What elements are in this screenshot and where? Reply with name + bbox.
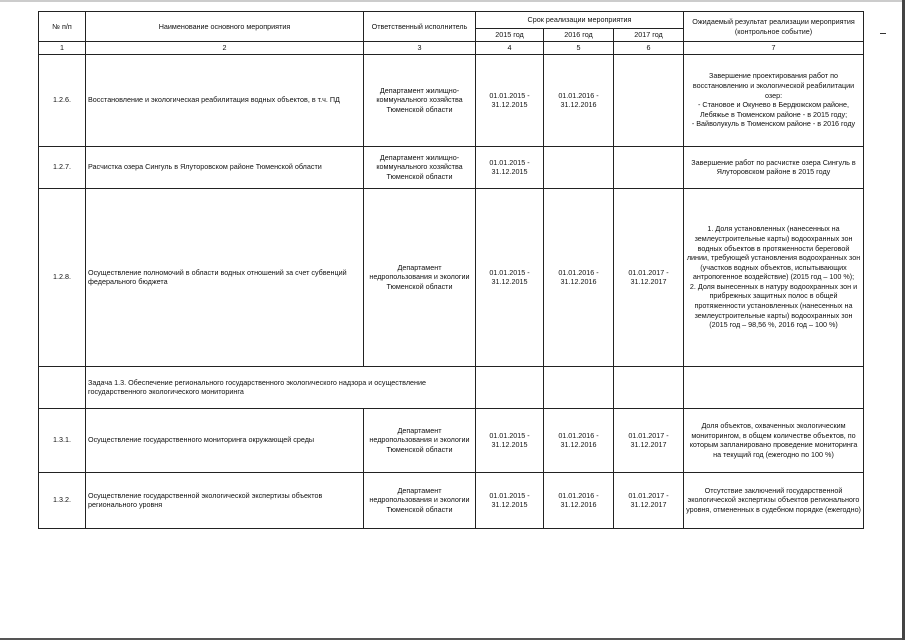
empty-cell <box>684 366 864 408</box>
row-responsible: Департамент недропользования и экологии Тюменской области <box>364 408 476 472</box>
result-line: 2. Доля вынесенных в натуру водоохранных зон и прибрежных защитных полос в общей протяженности установленных (нанесенных на землеустроительные карты) водоохранных зон (2015 год – 98,56 %, 2016 год – 100 %) <box>689 281 858 330</box>
row-num: 1.2.8. <box>39 188 86 366</box>
header-year-2016: 2016 год <box>544 29 614 42</box>
result-line: Завершение проектирования работ по восстановлению и экологической реабилитации озер: <box>692 71 855 100</box>
row-period-2017 <box>614 54 684 146</box>
header-period: Срок реализации мероприятия <box>476 12 684 29</box>
row-result <box>684 188 864 366</box>
row-responsible: Департамент недропользования и экологии Тюменской области <box>364 472 476 528</box>
measures-table <box>38 11 864 529</box>
col-number: 5 <box>544 42 614 55</box>
result-line: Отсутствие заключений государственной экологической экспертизы объектов регионального уровня, отмененных в судебном порядке (ежегодно) <box>686 485 861 514</box>
empty-cell <box>476 366 544 408</box>
row-num: 1.2.6. <box>39 54 86 146</box>
result-line: - Вайволукуль в Тюменском районе - в 2016 году <box>691 119 856 129</box>
table-row <box>39 188 864 366</box>
row-period-2017: 01.01.2017 - 31.12.2017 <box>614 408 684 472</box>
row-name: Расчистка озера Сингуль в Ялуторовском районе Тюменской области <box>86 146 364 188</box>
table-header <box>39 12 864 55</box>
header-year-2015: 2015 год <box>476 29 544 42</box>
result-line: Завершение работ по расчистке озера Сингуль в Ялуторовском районе в 2015 году <box>691 157 856 177</box>
row-period-2015: 01.01.2015 - 31.12.2015 <box>476 472 544 528</box>
empty-cell <box>544 366 614 408</box>
scan-mark <box>880 33 886 34</box>
task-num-cell <box>39 366 86 408</box>
result-line: Доля объектов, охваченных экологическим мониторингом, в общем количестве объектов, по которым запланировано проведение мониторинга на текущий год (ежегодно по 100 %) <box>689 420 858 459</box>
row-num: 1.3.2. <box>39 472 86 528</box>
row-responsible: Департамент недропользования и экологии Тюменской области <box>364 188 476 366</box>
row-period-2016 <box>544 146 614 188</box>
table-row <box>39 146 864 188</box>
row-result <box>684 146 864 188</box>
row-num: 1.2.7. <box>39 146 86 188</box>
header-num: № п/п <box>39 12 86 42</box>
row-period-2016: 01.01.2016 - 31.12.2016 <box>544 188 614 366</box>
row-result <box>684 408 864 472</box>
row-period-2015: 01.01.2015 - 31.12.2015 <box>476 146 544 188</box>
result-line: - Становое и Окунево в Бердюжском районе, Лебяжье в Тюменском районе - в 2015 году; <box>698 100 850 119</box>
col-number: 3 <box>364 42 476 55</box>
header-result: Ожидаемый результат реализации мероприятия (контрольное событие) <box>684 12 864 42</box>
header-name: Наименование основного мероприятия <box>86 12 364 42</box>
column-numbers-row <box>39 42 864 55</box>
task-row <box>39 366 864 408</box>
row-period-2016: 01.01.2016 - 31.12.2016 <box>544 408 614 472</box>
col-number: 4 <box>476 42 544 55</box>
row-period-2015: 01.01.2015 - 31.12.2015 <box>476 408 544 472</box>
row-period-2016: 01.01.2016 - 31.12.2016 <box>544 472 614 528</box>
row-name: Осуществление полномочий в области водных отношений за счет субвенций федерального бюджета <box>86 188 364 366</box>
row-responsible: Департамент жилищно-коммунального хозяйства Тюменской области <box>364 146 476 188</box>
header-year-2017: 2017 год <box>614 29 684 42</box>
table-row <box>39 472 864 528</box>
empty-cell <box>614 366 684 408</box>
row-period-2015: 01.01.2015 - 31.12.2015 <box>476 54 544 146</box>
col-number: 6 <box>614 42 684 55</box>
result-line: 1. Доля установленных (нанесенных на землеустроительные карты) водоохранных зон водных объектов в протяженности береговой линии, требующей установления водоохранных зон (участков водных объектов, испытывающих антропогенное воздействие) (2015 год – 100 %); <box>686 224 861 282</box>
table-body <box>39 54 864 528</box>
task-title: Задача 1.3. Обеспечение регионального государственного экологического надзора и осуществление государственного экологического мониторинга <box>86 366 476 408</box>
row-num: 1.3.1. <box>39 408 86 472</box>
col-number: 7 <box>684 42 864 55</box>
row-period-2017: 01.01.2017 - 31.12.2017 <box>614 188 684 366</box>
row-period-2015: 01.01.2015 - 31.12.2015 <box>476 188 544 366</box>
row-period-2016: 01.01.2016 - 31.12.2016 <box>544 54 614 146</box>
col-number: 2 <box>86 42 364 55</box>
header-responsible: Ответственный исполнитель <box>364 12 476 42</box>
col-number: 1 <box>39 42 86 55</box>
row-period-2017 <box>614 146 684 188</box>
row-name: Осуществление государственной экологической экспертизы объектов регионального уровня <box>86 472 364 528</box>
row-period-2017: 01.01.2017 - 31.12.2017 <box>614 472 684 528</box>
row-responsible: Департамент жилищно-коммунального хозяйства Тюменской области <box>364 54 476 146</box>
row-name: Восстановление и экологическая реабилитация водных объектов, в т.ч. ПД <box>86 54 364 146</box>
scan-top-edge <box>0 0 905 2</box>
row-result <box>684 54 864 146</box>
table-row <box>39 54 864 146</box>
row-result <box>684 472 864 528</box>
row-name: Осуществление государственного мониторинга окружающей среды <box>86 408 364 472</box>
table-row <box>39 408 864 472</box>
